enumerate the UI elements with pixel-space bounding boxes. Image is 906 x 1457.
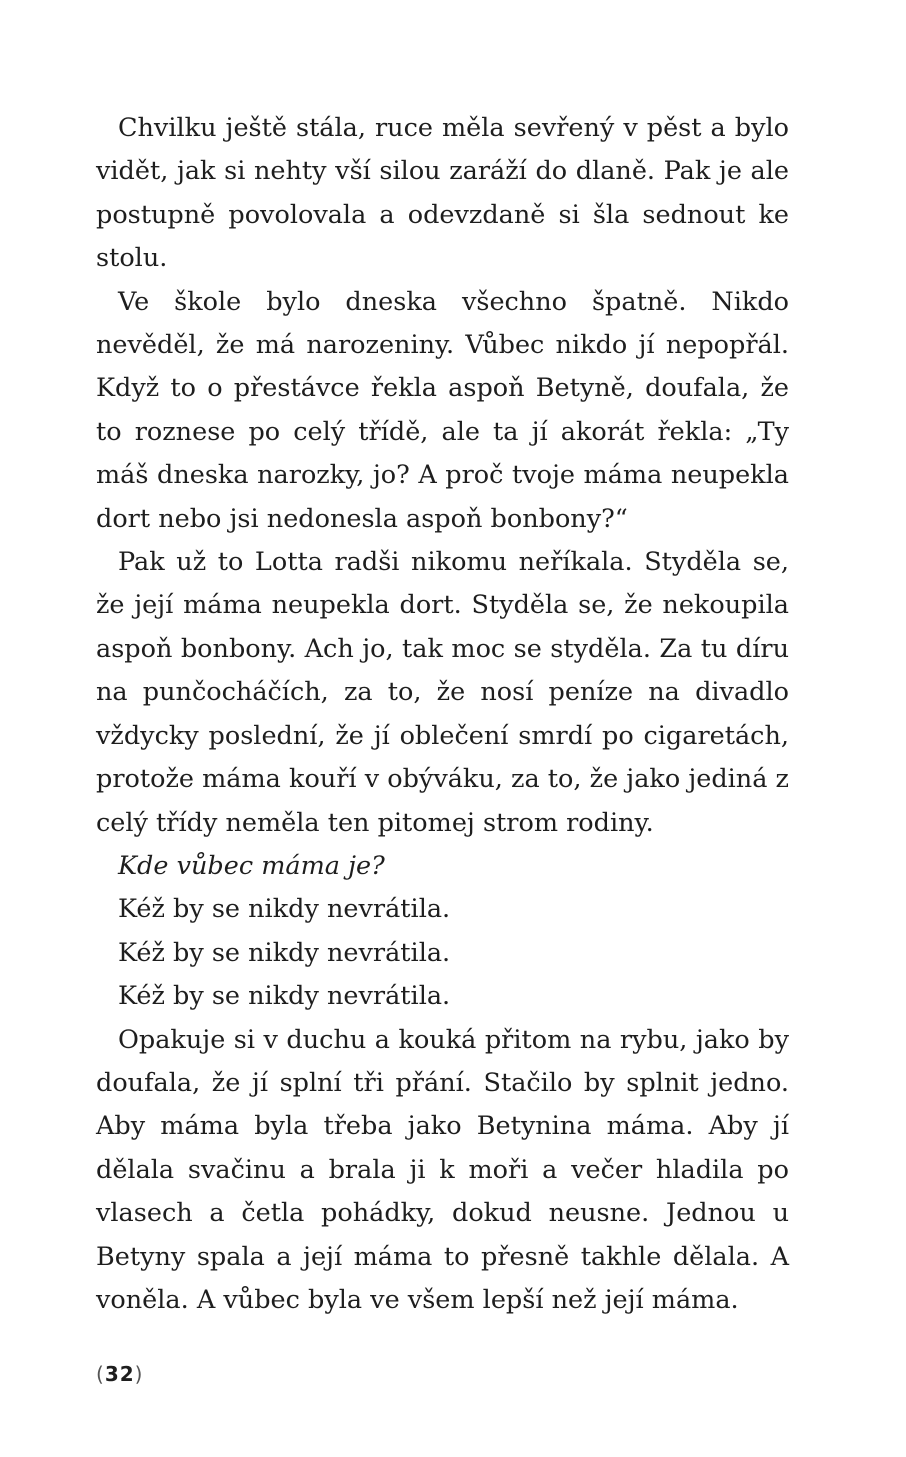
page-body [96,107,789,1322]
page-number-open-paren: ( [96,1362,105,1386]
paragraph-2: Ve škole bylo dneska všechno špatně. Nikdo nevěděl, že má narozeniny. Vůbec nikdo jí nepopřál. Když to o přestávce řekla aspoň Betyně, doufala, že to roznese po celý třídě, ale ta jí akorát řekla: „Ty máš dneska narozky, jo? A proč tvoje máma neupekla dort nebo jsi nedonesla aspoň bonbony?“ [96,286,789,534]
paragraph-3: Pak už to Lotta radši nikomu neříkala. Styděla se, že její máma neupekla dort. Styděla se, že nekoupila aspoň bonbony. Ach jo, tak moc se styděla. Za tu díru na punčocháčích, za to, že nosí peníze na divadlo vždycky poslední, že jí oblečení smrdí po cigaretách, protože máma kouří v obýváku, za to, že jako jediná z celý třídy neměla ten pitomej strom rodiny. [96,547,789,838]
paragraph-4-italic: Kde vůbec máma je? [118,850,385,881]
paragraph-8: Opakuje si v duchu a kouká přitom na rybu, jako by doufala, že jí splní tři přání. Stačilo by splnit jedno. Aby máma byla třeba jako Betynina máma. Aby jí dělala svačinu a brala ji k moři a večer hladila po vlasech a četla pohádky, dokud neusne. Jednou u Betyny spala a její máma to přesně takhle dělala. A voněla. A vůbec byla ve všem lepší než její máma. [96,1024,789,1315]
paragraph-1: Chvilku ještě stála, ruce měla sevřený v pěst a bylo vidět, jak si nehty vší silou zaráží do dlaně. Pak je ale postupně povolovala a odevzdaně si šla sednout ke stolu. [96,113,789,274]
paragraph-5: Kéž by se nikdy nevrátila. [118,894,451,925]
page-number-close-paren: ) [134,1362,144,1386]
paragraph-7: Kéž by se nikdy nevrátila. [118,981,451,1012]
page-number-value: 32 [104,1362,135,1386]
page-number [96,1362,143,1386]
paragraph-6: Kéž by se nikdy nevrátila. [118,937,451,968]
